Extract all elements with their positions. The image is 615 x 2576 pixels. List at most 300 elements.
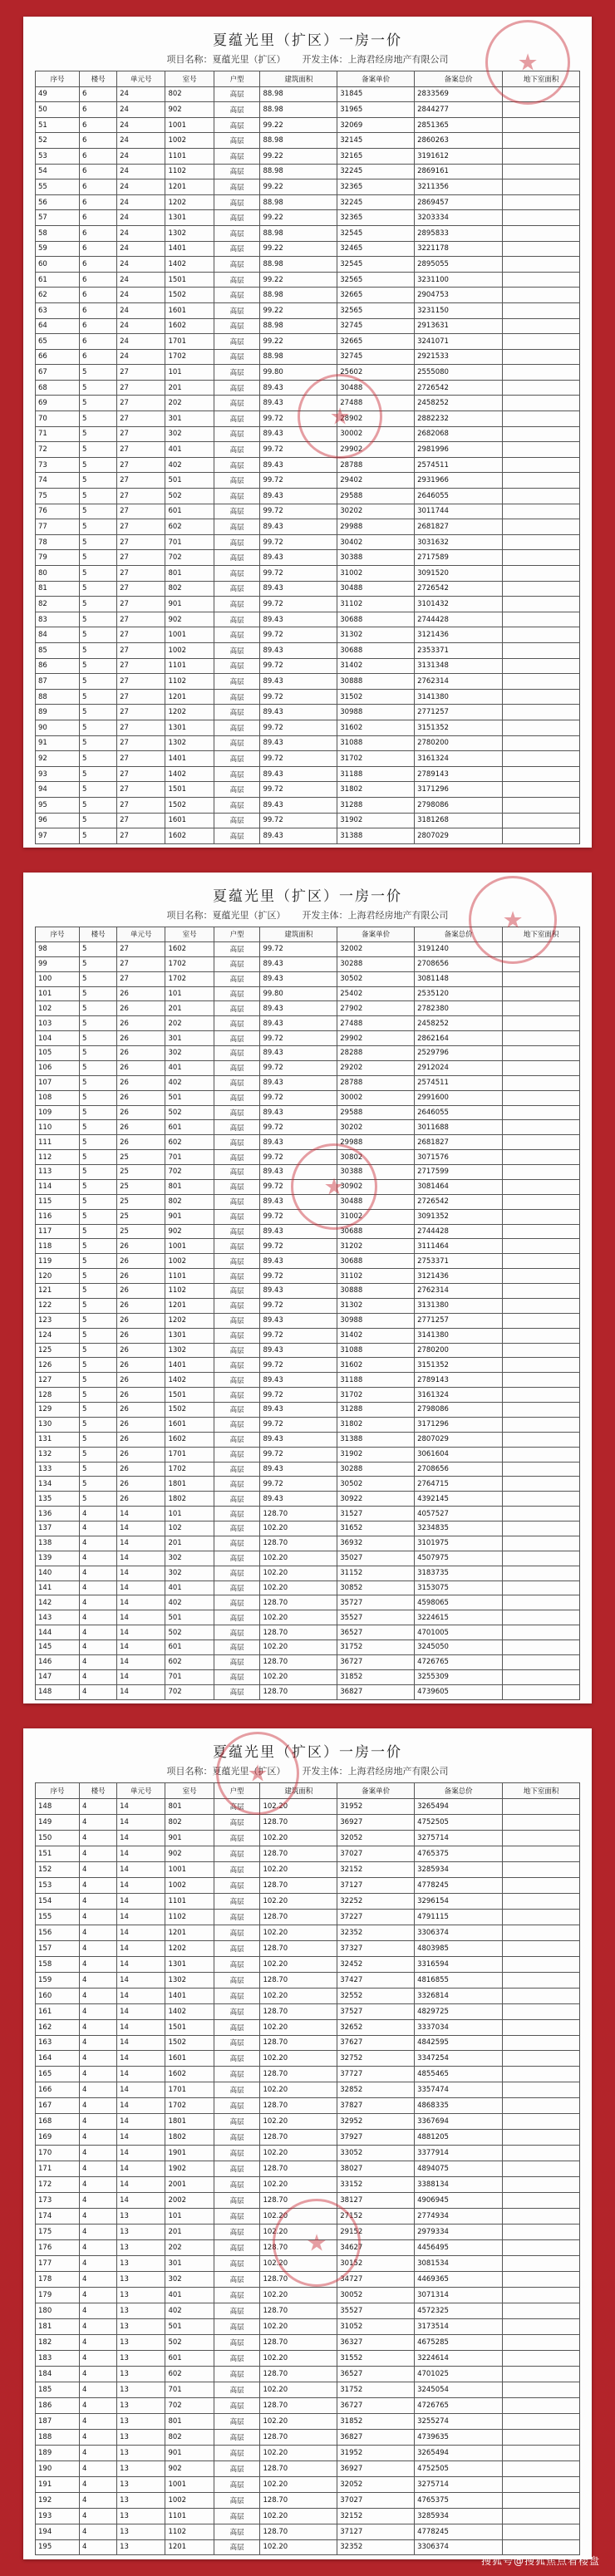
table-row [36, 133, 580, 149]
table-cell [503, 1313, 580, 1328]
table-cell: 高层 [214, 426, 260, 442]
table-cell: 14 [117, 1877, 165, 1893]
table-cell: 32252 [337, 1893, 415, 1909]
table-cell [503, 2334, 580, 2350]
table-cell: 37427 [337, 1972, 415, 1988]
table-cell: 158 [36, 1956, 80, 1972]
table-cell: 1001 [165, 117, 214, 133]
table-cell: 31702 [337, 751, 415, 767]
table-cell: 30502 [337, 1477, 415, 1492]
table-cell: 173 [36, 2193, 80, 2209]
column-header: 备案总价 [415, 71, 503, 87]
table-cell: 3231150 [415, 302, 503, 318]
table-cell: 高层 [214, 581, 260, 597]
table-cell [503, 2508, 580, 2524]
table-cell: 4 [80, 1654, 117, 1669]
table-cell: 50 [36, 102, 80, 118]
table-cell: 168 [36, 2114, 80, 2130]
table-cell: 1302 [165, 225, 214, 241]
table-cell: 3367694 [415, 2114, 503, 2130]
table-row [36, 2382, 580, 2397]
table-cell: 13 [117, 2209, 165, 2225]
table-cell: 128.70 [260, 1877, 337, 1893]
table-cell: 137 [36, 1522, 80, 1536]
table-cell: 高层 [214, 1492, 260, 1507]
table-cell: 高层 [214, 2035, 260, 2051]
table-cell: 32665 [337, 288, 415, 303]
table-cell: 32952 [337, 2114, 415, 2130]
table-cell: 2646055 [415, 489, 503, 504]
table-cell: 30488 [337, 1194, 415, 1209]
table-row [36, 2003, 580, 2019]
table-cell: 4 [80, 2508, 117, 2524]
table-cell: 高层 [214, 1893, 260, 1909]
table-cell: 37127 [337, 2524, 415, 2539]
table-cell: 1701 [165, 334, 214, 350]
page-title: 夏蕴光里（扩区）一房一价 [213, 1744, 402, 1761]
table-cell: 高层 [214, 365, 260, 381]
table-cell: 89.43 [260, 642, 337, 658]
table-cell [503, 102, 580, 118]
table-cell: 4 [80, 1798, 117, 1814]
table-cell: 25 [117, 1209, 165, 1224]
table-cell: 1802 [165, 1492, 214, 1507]
table-cell: 128.70 [260, 2098, 337, 2114]
table-cell: 5 [80, 597, 117, 612]
table-cell: 27 [117, 365, 165, 381]
table-cell: 5 [80, 1447, 117, 1462]
table-cell: 2529796 [415, 1046, 503, 1061]
table-cell: 3173514 [415, 2318, 503, 2334]
table-cell [503, 2303, 580, 2318]
table-cell: 89.43 [260, 1403, 337, 1418]
table-cell: 802 [165, 2429, 214, 2445]
table-cell: 4 [80, 1536, 117, 1551]
table-cell [503, 2098, 580, 2114]
table-cell: 102.20 [260, 2256, 337, 2272]
table-cell: 高层 [214, 1462, 260, 1477]
table-cell: 102.20 [260, 1640, 337, 1655]
table-cell: 5 [80, 956, 117, 971]
table-cell: 89.43 [260, 1432, 337, 1447]
table-cell: 31102 [337, 597, 415, 612]
table-cell: 24 [117, 334, 165, 350]
table-cell: 402 [165, 2303, 214, 2318]
table-cell: 64 [36, 318, 80, 334]
table-cell: 101 [165, 365, 214, 381]
table-cell: 3265494 [415, 2445, 503, 2460]
table-cell: 4 [80, 2082, 117, 2098]
table-cell [503, 2397, 580, 2413]
table-row [36, 1046, 580, 1061]
table-cell: 高层 [214, 1640, 260, 1655]
table-cell: 185 [36, 2382, 80, 2397]
table-cell: 1001 [165, 2476, 214, 2492]
column-header: 地下室面积 [503, 1783, 580, 1799]
table-cell: 172 [36, 2177, 80, 2193]
table-cell: 61 [36, 272, 80, 288]
table-cell: 24 [117, 288, 165, 303]
table-cell: 88 [36, 689, 80, 705]
table-cell: 92 [36, 751, 80, 767]
table-cell: 102.20 [260, 1566, 337, 1581]
table-cell: 1502 [165, 797, 214, 813]
table-cell: 99.72 [260, 1179, 337, 1194]
table-cell: 3306374 [415, 2539, 503, 2555]
table-cell: 102.20 [260, 1610, 337, 1625]
table-row [36, 2114, 580, 2130]
table-cell: 179 [36, 2288, 80, 2303]
table-cell: 4 [80, 2413, 117, 2429]
table-cell: 27 [117, 751, 165, 767]
table-cell: 32745 [337, 349, 415, 365]
table-cell: 高层 [214, 1432, 260, 1447]
table-cell: 174 [36, 2209, 80, 2225]
table-cell: 3131380 [415, 1298, 503, 1313]
table-cell: 88.98 [260, 194, 337, 210]
table-row [36, 1536, 580, 1551]
table-row [36, 473, 580, 489]
table-cell: 102.20 [260, 1522, 337, 1536]
table-row [36, 2350, 580, 2366]
table-cell: 29988 [337, 1135, 415, 1150]
table-cell: 1301 [165, 720, 214, 735]
table-cell: 26 [117, 1328, 165, 1343]
table-cell: 6 [80, 194, 117, 210]
table-cell: 5 [80, 735, 117, 751]
table-cell: 78 [36, 534, 80, 550]
table-cell: 高层 [214, 1373, 260, 1388]
table-cell [503, 1060, 580, 1075]
column-header: 楼号 [80, 71, 117, 87]
table-cell: 128.70 [260, 2130, 337, 2146]
table-cell [503, 225, 580, 241]
table-cell: 高层 [214, 380, 260, 396]
column-header: 户型 [214, 71, 260, 87]
table-cell: 99.80 [260, 365, 337, 381]
table-cell: 31902 [337, 813, 415, 828]
table-cell [503, 766, 580, 782]
table-cell: 3357474 [415, 2082, 503, 2098]
table-cell [503, 581, 580, 597]
table-cell: 14 [117, 1566, 165, 1581]
table-cell: 高层 [214, 1150, 260, 1165]
table-cell [503, 426, 580, 442]
table-cell: 1301 [165, 1328, 214, 1343]
table-cell: 4791115 [415, 1909, 503, 1925]
column-header: 备案总价 [415, 927, 503, 942]
table-cell: 26 [117, 1239, 165, 1254]
table-cell: 高层 [214, 2524, 260, 2539]
table-cell: 高层 [214, 2209, 260, 2225]
table-cell: 99.72 [260, 1209, 337, 1224]
table-cell: 4 [80, 2366, 117, 2382]
table-cell: 2979334 [415, 2225, 503, 2240]
table-cell: 702 [165, 1684, 214, 1699]
table-cell: 100 [36, 971, 80, 986]
table-cell: 26 [117, 1298, 165, 1313]
table-cell: 701 [165, 534, 214, 550]
table-cell: 89.43 [260, 550, 337, 566]
table-cell: 14 [117, 2130, 165, 2146]
table-cell: 102 [165, 1522, 214, 1536]
table-cell: 1601 [165, 2051, 214, 2067]
table-cell: 4739635 [415, 2429, 503, 2445]
table-cell: 1602 [165, 318, 214, 334]
table-cell [503, 1224, 580, 1239]
table-cell: 102.20 [260, 1830, 337, 1846]
table-cell: 14 [117, 1522, 165, 1536]
table-cell: 31288 [337, 1403, 415, 1418]
column-header: 备案单价 [337, 71, 415, 87]
table-cell: 5 [80, 642, 117, 658]
table-cell: 高层 [214, 489, 260, 504]
table-cell: 26 [117, 1046, 165, 1061]
table-cell: 89.43 [260, 1194, 337, 1209]
table-cell: 31052 [337, 2318, 415, 2334]
table-cell [503, 986, 580, 1001]
table-cell [503, 133, 580, 149]
table-cell: 3161324 [415, 1388, 503, 1403]
table-cell: 24 [117, 241, 165, 257]
table-cell: 2726542 [415, 581, 503, 597]
table-cell: 31402 [337, 658, 415, 674]
table-cell [503, 1940, 580, 1956]
table-cell: 131 [36, 1432, 80, 1447]
table-cell: 5 [80, 1403, 117, 1418]
table-cell: 2931966 [415, 473, 503, 489]
table-row [36, 1654, 580, 1669]
table-cell: 14 [117, 2114, 165, 2130]
table-row [36, 1492, 580, 1507]
table-cell: 高层 [214, 2460, 260, 2476]
table-cell: 高层 [214, 2476, 260, 2492]
table-row [36, 2445, 580, 2460]
table-row [36, 2082, 580, 2098]
table-cell: 5 [80, 426, 117, 442]
table-cell [503, 1814, 580, 1830]
table-cell: 190 [36, 2460, 80, 2476]
table-cell: 36727 [337, 2397, 415, 2413]
table-cell: 32452 [337, 1956, 415, 1972]
table-cell: 89.43 [260, 797, 337, 813]
table-row [36, 2051, 580, 2067]
table-cell [503, 1893, 580, 1909]
table-cell: 高层 [214, 302, 260, 318]
table-cell: 13 [117, 2445, 165, 2460]
table-cell: 5 [80, 720, 117, 735]
table-cell: 14 [117, 1940, 165, 1956]
table-cell: 31952 [337, 2445, 415, 2460]
table-cell: 4 [80, 2177, 117, 2193]
table-cell: 124 [36, 1328, 80, 1343]
table-cell: 高层 [214, 1075, 260, 1090]
table-row [36, 534, 580, 550]
table-cell: 5 [80, 581, 117, 597]
table-cell: 高层 [214, 1684, 260, 1699]
table-row [36, 2019, 580, 2035]
table-row [36, 797, 580, 813]
table-cell: 31502 [337, 689, 415, 705]
table-cell: 5 [80, 705, 117, 720]
table-cell: 1201 [165, 179, 214, 195]
table-row [36, 627, 580, 643]
table-cell: 128.70 [260, 1940, 337, 1956]
table-row [36, 2161, 580, 2177]
table-cell [503, 1625, 580, 1640]
table-cell: 14 [117, 2067, 165, 2082]
column-header: 室号 [165, 927, 214, 942]
table-cell: 70 [36, 411, 80, 427]
table-cell: 89.43 [260, 1105, 337, 1120]
table-row [36, 117, 580, 133]
table-cell: 102.20 [260, 2382, 337, 2397]
table-cell: 4 [80, 2476, 117, 2492]
table-cell: 1202 [165, 1313, 214, 1328]
table-cell: 99.72 [260, 1120, 337, 1135]
table-cell: 2780200 [415, 735, 503, 751]
table-cell: 201 [165, 1536, 214, 1551]
table-cell: 4726765 [415, 1654, 503, 1669]
table-cell: 高层 [214, 1417, 260, 1432]
table-cell: 高层 [214, 751, 260, 767]
official-seal-stamp [216, 1732, 299, 1815]
table-cell: 3141380 [415, 1328, 503, 1343]
table-cell: 高层 [214, 797, 260, 813]
table-cell [503, 1654, 580, 1669]
price-page-1 [23, 17, 592, 848]
table-cell: 32245 [337, 164, 415, 179]
table-cell: 128.70 [260, 2524, 337, 2539]
page-title: 夏蕴光里（扩区）一房一价 [213, 888, 402, 905]
table-cell: 14 [117, 2098, 165, 2114]
table-cell: 112 [36, 1150, 80, 1165]
column-header: 序号 [36, 1783, 80, 1799]
table-cell: 128.70 [260, 1972, 337, 1988]
table-cell: 高层 [214, 986, 260, 1001]
table-cell: 高层 [214, 1403, 260, 1418]
table-cell: 88.98 [260, 225, 337, 241]
table-cell: 27 [117, 380, 165, 396]
table-cell: 高层 [214, 720, 260, 735]
table-cell: 30888 [337, 674, 415, 690]
table-row [36, 612, 580, 627]
table-cell: 26 [117, 1284, 165, 1299]
table-cell: 1801 [165, 1477, 214, 1492]
table-cell: 14 [117, 1595, 165, 1610]
table-cell: 901 [165, 2445, 214, 2460]
table-cell: 5 [80, 627, 117, 643]
table-cell: 1202 [165, 1940, 214, 1956]
table-cell: 1101 [165, 1269, 214, 1284]
table-cell [503, 1610, 580, 1625]
table-cell: 5 [80, 1016, 117, 1031]
table-cell: 4 [80, 2240, 117, 2256]
table-cell: 3081148 [415, 971, 503, 986]
table-cell: 2535120 [415, 986, 503, 1001]
table-cell: 128.70 [260, 1684, 337, 1699]
table-cell: 4 [80, 1909, 117, 1925]
table-cell: 602 [165, 1135, 214, 1150]
table-cell: 高层 [214, 457, 260, 473]
table-cell: 高层 [214, 2508, 260, 2524]
table-cell: 6 [80, 225, 117, 241]
table-cell: 32552 [337, 1988, 415, 2003]
table-cell: 180 [36, 2303, 80, 2318]
table-cell: 高层 [214, 1988, 260, 2003]
table-cell: 26 [117, 1373, 165, 1388]
table-row [36, 1060, 580, 1075]
table-row [36, 1090, 580, 1105]
table-cell: 30202 [337, 1120, 415, 1135]
table-cell: 99.72 [260, 1239, 337, 1254]
table-cell: 29902 [337, 1031, 415, 1046]
table-cell: 高层 [214, 2366, 260, 2382]
table-cell: 5 [80, 1031, 117, 1046]
table-cell: 高层 [214, 2492, 260, 2508]
table-cell: 89.43 [260, 1224, 337, 1239]
table-cell: 高层 [214, 288, 260, 303]
table-cell: 13 [117, 2397, 165, 2413]
table-cell: 2353371 [415, 642, 503, 658]
table-cell: 88.98 [260, 86, 337, 102]
table-cell: 128.70 [260, 1909, 337, 1925]
table-cell [503, 534, 580, 550]
table-row [36, 1625, 580, 1640]
table-cell: 4 [80, 1877, 117, 1893]
table-cell: 1901 [165, 2146, 214, 2161]
table-cell: 27 [117, 689, 165, 705]
table-cell: 2574511 [415, 457, 503, 473]
table-cell: 31002 [337, 1209, 415, 1224]
table-cell: 4 [80, 2382, 117, 2397]
table-cell: 182 [36, 2334, 80, 2350]
table-cell: 101 [36, 986, 80, 1001]
table-cell: 1102 [165, 164, 214, 179]
table-cell: 127 [36, 1373, 80, 1388]
table-cell: 102.20 [260, 1893, 337, 1909]
table-cell: 3211356 [415, 179, 503, 195]
table-cell [503, 2067, 580, 2082]
table-cell: 4 [80, 2019, 117, 2035]
table-cell: 502 [165, 1105, 214, 1120]
table-row [36, 1956, 580, 1972]
table-cell [503, 1269, 580, 1284]
table-row [36, 1343, 580, 1358]
table-row [36, 1388, 580, 1403]
table-cell: 37027 [337, 2492, 415, 2508]
table-cell: 89.43 [260, 1075, 337, 1090]
table-cell: 802 [165, 581, 214, 597]
table-cell [503, 1830, 580, 1846]
table-cell: 26 [117, 1269, 165, 1284]
table-cell: 高层 [214, 1313, 260, 1328]
table-cell: 3296154 [415, 1893, 503, 1909]
table-cell: 99.22 [260, 334, 337, 350]
table-cell: 94 [36, 782, 80, 798]
table-cell: 102.20 [260, 2114, 337, 2130]
table-cell: 高层 [214, 1477, 260, 1492]
table-cell: 102.20 [260, 2177, 337, 2193]
table-cell: 高层 [214, 442, 260, 458]
table-row [36, 1105, 580, 1120]
table-row [36, 210, 580, 226]
table-cell: 148 [36, 1684, 80, 1699]
table-cell [503, 2476, 580, 2492]
table-cell: 89.43 [260, 457, 337, 473]
table-cell: 36527 [337, 1625, 415, 1640]
table-cell: 26 [117, 1343, 165, 1358]
